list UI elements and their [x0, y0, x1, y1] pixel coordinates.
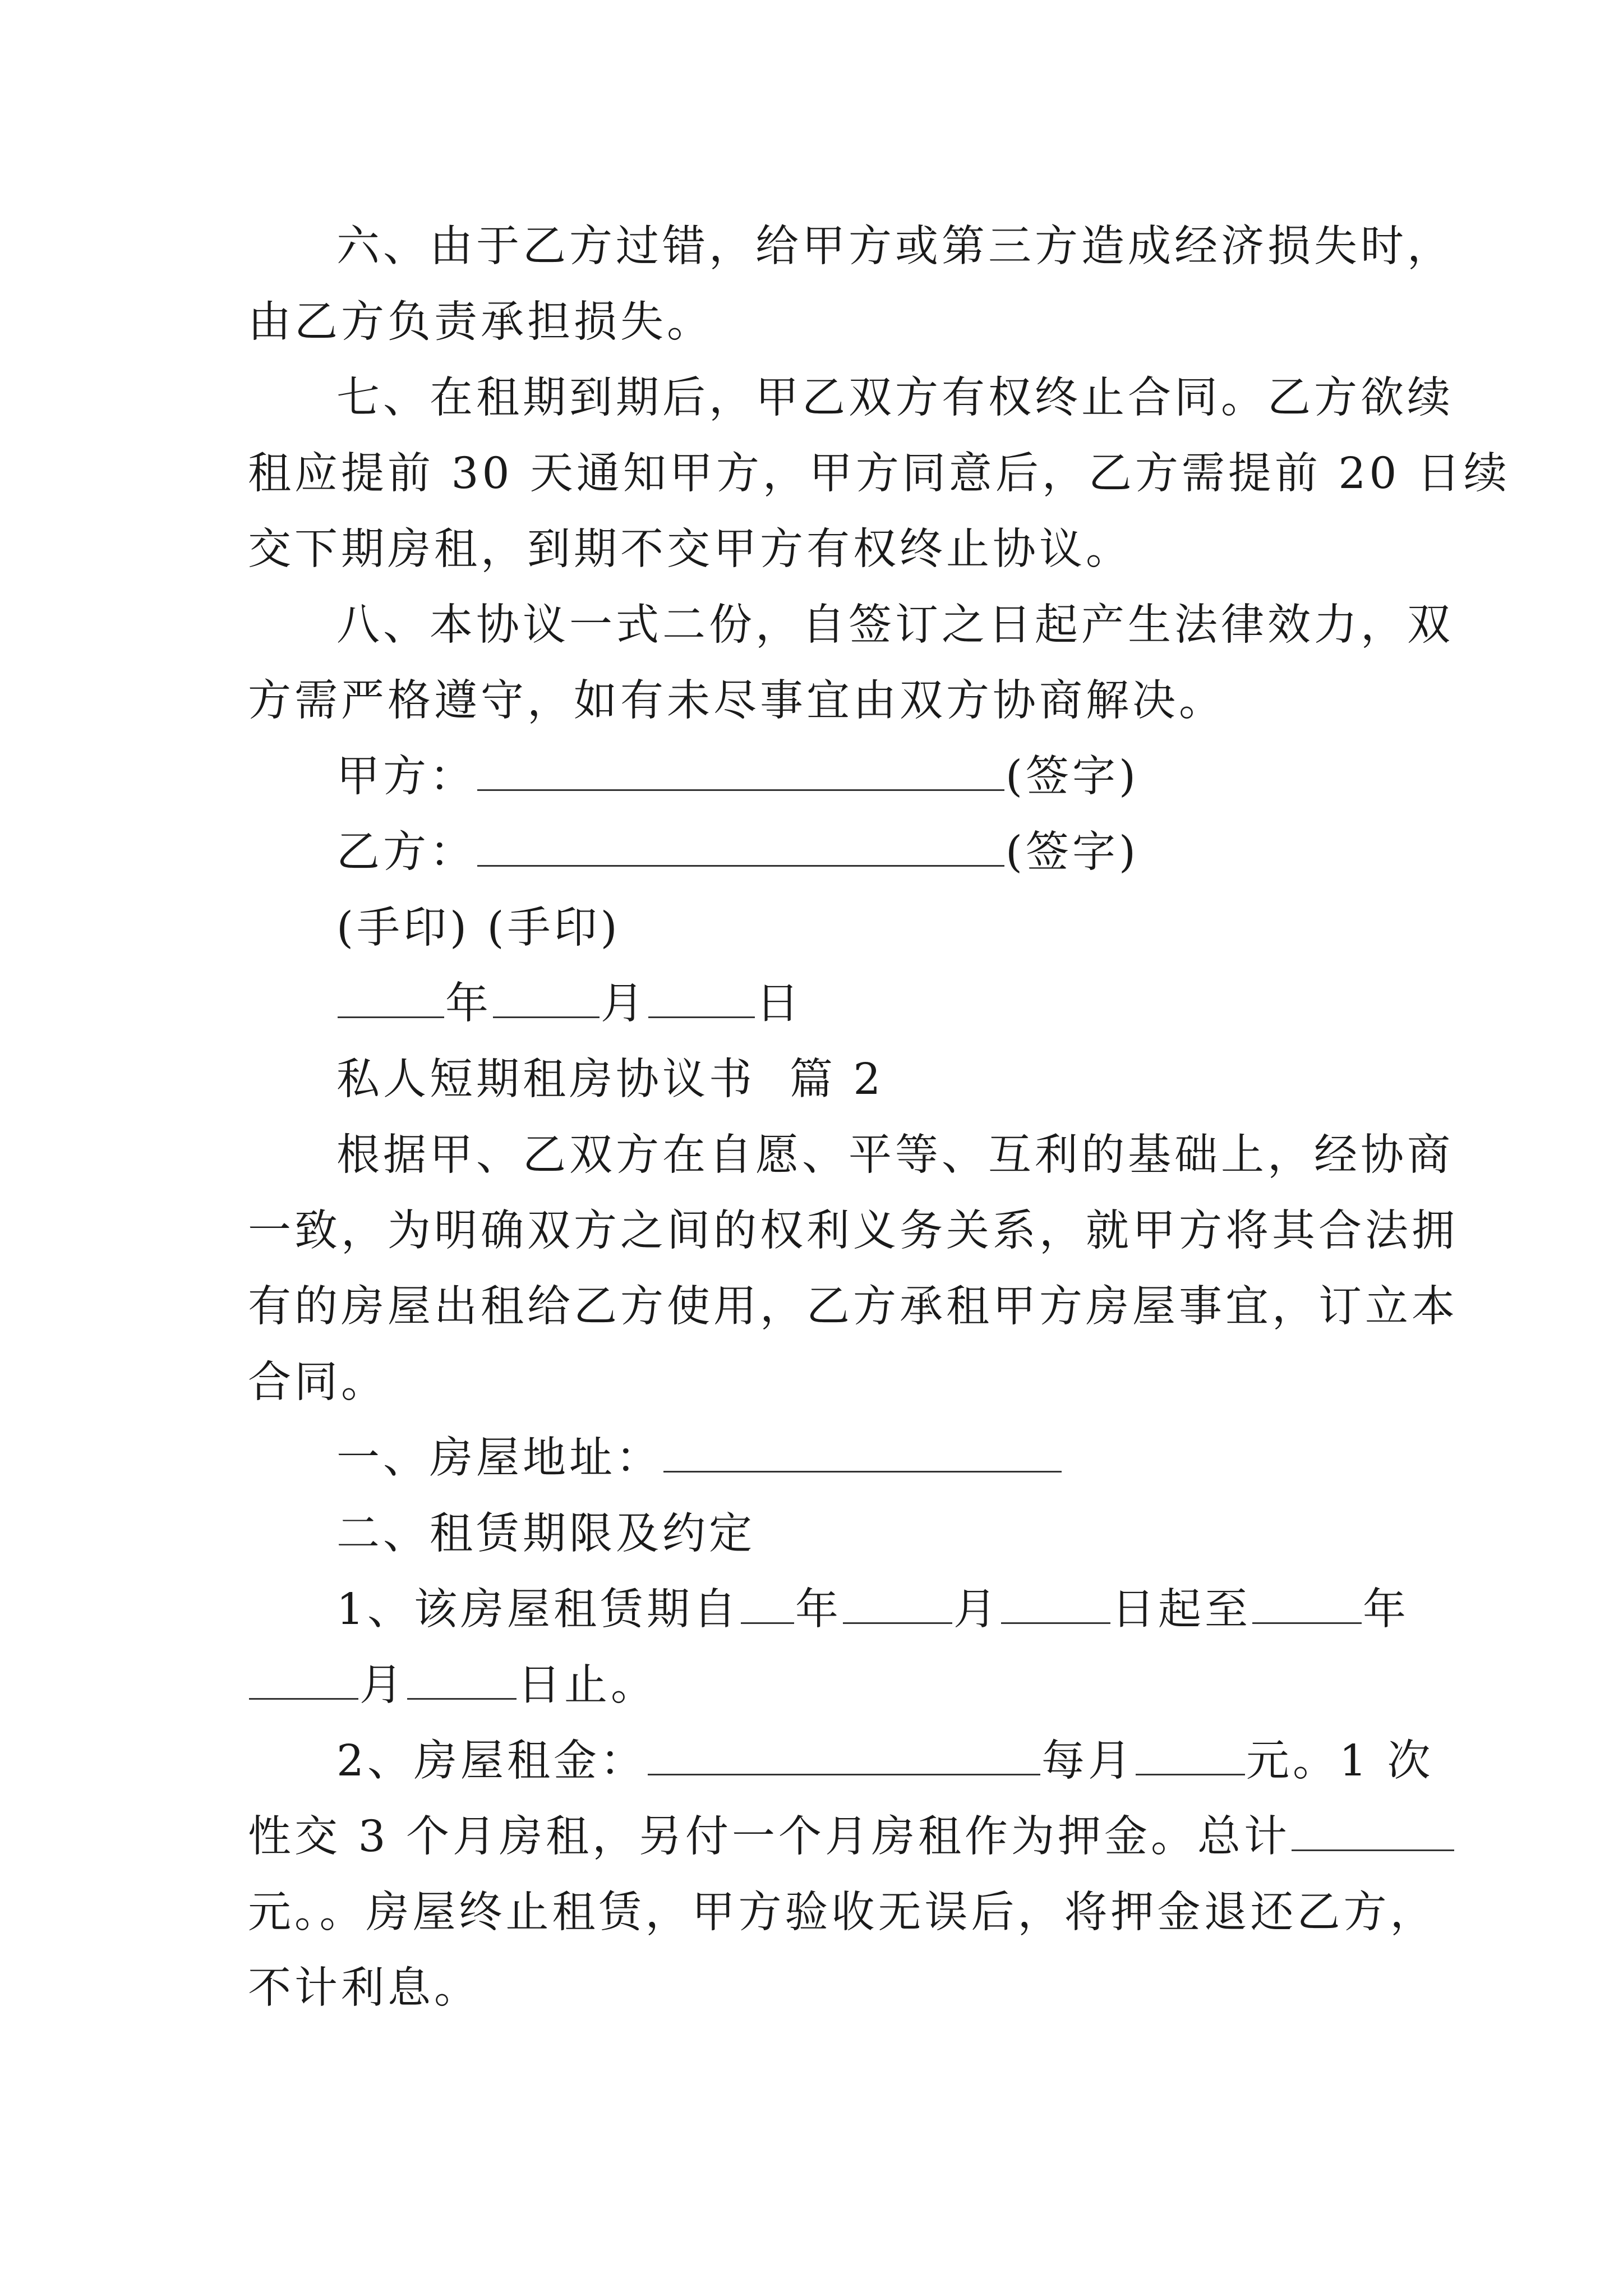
term-start-month-label: 月	[953, 1585, 1000, 1635]
year-label: 年	[445, 979, 492, 1029]
term-start-month-blank[interactable]	[843, 1583, 952, 1624]
party-b-signature-blank[interactable]	[477, 826, 1004, 867]
address-blank[interactable]	[663, 1432, 1062, 1473]
party-a-label: 甲方：	[336, 752, 476, 802]
term-from-label: 日起至	[1112, 1585, 1251, 1635]
term-end-month-label: 月	[359, 1660, 406, 1710]
term-start-year-label: 年	[795, 1585, 842, 1635]
rent-monthly-blank[interactable]	[1136, 1734, 1245, 1775]
section-two-heading: 私人短期租房协议书 篇 2	[336, 1055, 884, 1105]
intro-line-3: 有的房屋出租给乙方使用，乙方承租甲方房屋事宜，订立本	[248, 1282, 1458, 1332]
term-end-label: 日止。	[518, 1660, 657, 1710]
term-end-year-blank[interactable]	[1252, 1583, 1362, 1624]
month-label: 月	[601, 979, 647, 1029]
intro-line-4: 合同。	[248, 1358, 388, 1407]
term-prefix: 1、该房屋租赁期自	[336, 1585, 740, 1635]
rent-line-3: 元。。房屋终止租赁，甲方验收无误后，将押金退还乙方，	[248, 1888, 1437, 1938]
party-a-signature-blank[interactable]	[477, 750, 1004, 791]
day-label: 日	[756, 979, 803, 1029]
address-label: 一、房屋地址：	[336, 1433, 662, 1483]
year-blank[interactable]	[338, 977, 444, 1018]
intro-line-1: 根据甲、乙双方在自愿、平等、互利的基础上，经协商	[336, 1130, 1454, 1180]
term-end-month-blank[interactable]	[249, 1659, 358, 1700]
rent-line-2	[248, 1809, 1386, 1865]
date-line	[336, 976, 1475, 1032]
rent-prefix: 2、房屋租金：	[336, 1736, 647, 1786]
term-end-year-label: 年	[1363, 1585, 1409, 1635]
party-b-label: 乙方：	[336, 827, 476, 877]
party-a-sign-suffix: (签字)	[1006, 752, 1140, 802]
clause-seven-line-3: 交下期房租，到期不交甲方有权终止协议。	[248, 524, 1132, 574]
day-blank[interactable]	[648, 977, 755, 1018]
month-blank[interactable]	[493, 977, 600, 1018]
term-start-day-blank[interactable]	[1001, 1583, 1110, 1624]
term-line-2	[248, 1658, 1386, 1714]
rent-line-4: 不计利息。	[248, 1963, 481, 2013]
address-line	[336, 1430, 1475, 1487]
party-b-sign-suffix: (签字)	[1006, 827, 1140, 877]
clause-eight-line-1: 八、本协议一式二份，自签订之日起产生法律效力，双	[336, 600, 1454, 650]
intro-line-2: 一致，为明确双方之间的权利义务关系，就甲方将其合法拥	[248, 1206, 1458, 1256]
clause-eight-line-2: 方需严格遵守，如有未尽事宜由双方协商解决。	[248, 676, 1225, 726]
rent-blank[interactable]	[648, 1734, 1040, 1775]
term-start-year-blank[interactable]	[741, 1583, 794, 1624]
party-b-signature-line	[336, 825, 1475, 881]
clause-six-line-2: 由乙方负责承担损失。	[248, 297, 713, 347]
rent-total-blank[interactable]	[1292, 1810, 1454, 1851]
rent-suffix: 元。1 次	[1246, 1736, 1434, 1786]
party-a-signature-line	[336, 749, 1475, 805]
rent-line-1	[336, 1733, 1475, 1789]
clause-six-line-1: 六、由于乙方过错，给甲方或第三方造成经济损失时，	[336, 222, 1454, 272]
rent-line-2-text: 性交 3 个月房租，另付一个月房租作为押金。总计	[248, 1812, 1290, 1862]
term-end-day-blank[interactable]	[407, 1659, 517, 1700]
term-line-1	[336, 1582, 1475, 1638]
rent-monthly-label: 每月	[1041, 1736, 1135, 1786]
clause-seven-line-2: 租应提前 30 天通知甲方，甲方同意后，乙方需提前 20 日续	[248, 449, 1510, 499]
lease-term-heading: 二、租赁期限及约定	[336, 1509, 755, 1559]
clause-seven-line-1: 七、在租期到期后，甲乙双方有权终止合同。乙方欲续	[336, 373, 1454, 423]
fingerprint-line: (手印) (手印)	[336, 903, 621, 953]
